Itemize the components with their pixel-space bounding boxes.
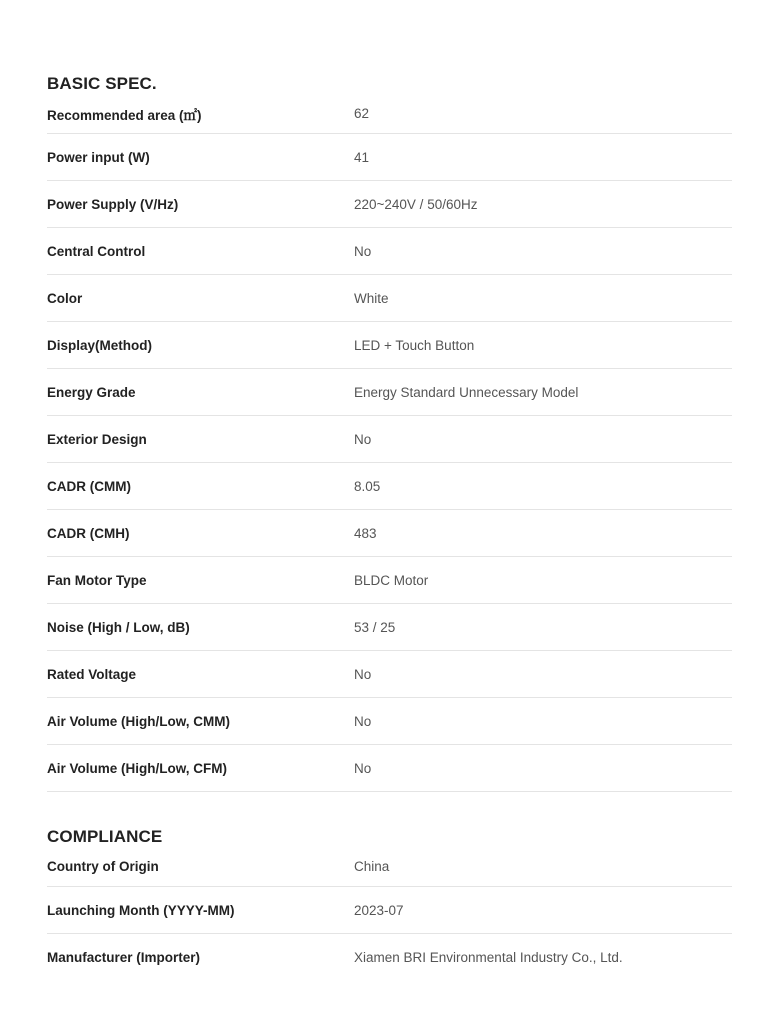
spec-value: 62 [354, 106, 370, 121]
spec-value: No [354, 431, 372, 447]
spec-value: No [354, 666, 372, 682]
spec-row [47, 698, 732, 745]
spec-label: Exterior Design [47, 431, 147, 447]
spec-label: CADR (CMM) [47, 478, 131, 494]
spec-label: Power input (W) [47, 149, 150, 165]
spec-row [47, 651, 732, 698]
spec-row [47, 134, 732, 181]
spec-label: Recommended area (㎡) [47, 107, 202, 123]
spec-label: Manufacturer (Importer) [47, 950, 201, 965]
spec-label: Launching Month (YYYY-MM) [47, 902, 235, 918]
spec-value: 41 [354, 149, 370, 165]
spec-value: LED + Touch Button [354, 337, 475, 353]
spec-list-basic [47, 94, 732, 792]
spec-label: Display(Method) [47, 337, 153, 353]
spec-label: Power Supply (V/Hz) [47, 196, 179, 212]
spec-row [47, 557, 732, 604]
spec-value: 53 / 25 [354, 619, 396, 635]
spec-row [47, 604, 732, 651]
spec-value: No [354, 713, 372, 729]
spec-row [47, 275, 732, 322]
spec-list-compliance [47, 847, 732, 981]
spec-row [47, 887, 732, 934]
spec-page [47, 0, 732, 981]
spec-label: Country of Origin [47, 859, 159, 874]
spec-value: 483 [354, 525, 377, 541]
spec-row [47, 847, 732, 887]
spec-value: China [354, 859, 390, 874]
spec-value: White [354, 290, 389, 306]
spec-value: 220~240V / 50/60Hz [354, 196, 478, 212]
spec-value: Xiamen BRI Environmental Industry Co., Ltd. [354, 950, 623, 965]
spec-value: 2023-07 [354, 902, 404, 918]
spec-row [47, 934, 732, 981]
spec-row [47, 416, 732, 463]
spec-label: Noise (High / Low, dB) [47, 619, 190, 635]
spec-label: Energy Grade [47, 384, 136, 400]
spec-label: Air Volume (High/Low, CMM) [47, 713, 230, 729]
spec-row [47, 745, 732, 792]
spec-value: No [354, 760, 372, 776]
spec-row [47, 463, 732, 510]
spec-value: BLDC Motor [354, 572, 429, 588]
spec-label: Rated Voltage [47, 666, 137, 682]
section-title-basic-spec: BASIC SPEC. [47, 74, 157, 93]
spec-value: 8.05 [354, 478, 381, 494]
spec-label: Fan Motor Type [47, 572, 147, 588]
spec-row [47, 181, 732, 228]
spec-label: Color [47, 290, 83, 306]
spec-row [47, 322, 732, 369]
spec-value: Energy Standard Unnecessary Model [354, 384, 579, 400]
spec-label: Air Volume (High/Low, CFM) [47, 760, 227, 776]
section-title-compliance: COMPLIANCE [47, 827, 163, 846]
spec-row [47, 94, 732, 134]
spec-row [47, 510, 732, 557]
spec-row [47, 228, 732, 275]
spec-row [47, 369, 732, 416]
spec-value: No [354, 243, 372, 259]
spec-label: CADR (CMH) [47, 525, 130, 541]
spec-label: Central Control [47, 243, 146, 259]
